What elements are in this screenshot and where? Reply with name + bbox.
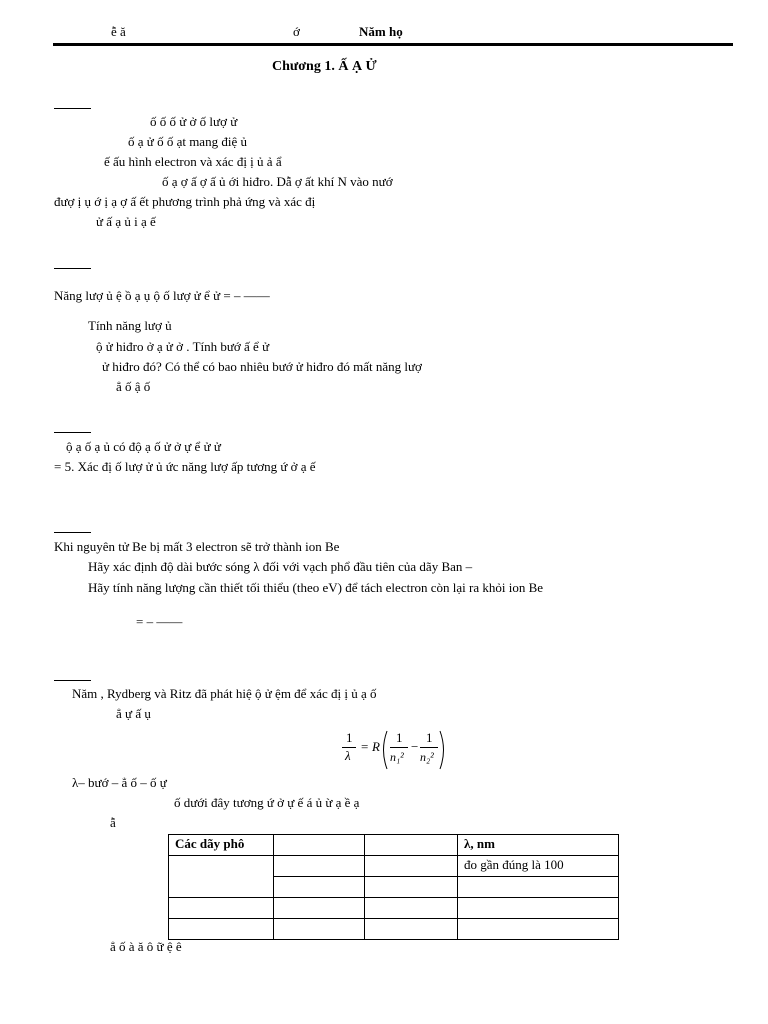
section1-line-1: ố ố ố ử ở ố lượ ử [150, 114, 238, 129]
section3-line-1: ộ ạ ố ạ ủ có độ ạ ố ử ở ự ể ử ử [66, 439, 221, 454]
section2-line-3: ộ ử hiđro ở ạ ử ở . Tính bướ ấ ể ử [96, 339, 270, 354]
table-row [169, 835, 619, 856]
table-cell [169, 919, 274, 940]
rydberg-formula [340, 728, 450, 772]
section5-underline [54, 680, 91, 681]
header-rule [53, 43, 733, 46]
section4-line-2: Hãy xác định độ dài bước sóng λ đối với vạch phổ đầu tiên của dãy Ban – [88, 559, 473, 574]
section5-line-6: ẳ ố à ă ô ữ ệ ê [110, 939, 182, 954]
section4-underline [54, 532, 91, 533]
table-cell [365, 877, 458, 898]
section2-underline [54, 268, 91, 269]
table-row [169, 856, 619, 877]
section4-line-4: = – —— [136, 614, 183, 629]
table-cell [365, 919, 458, 940]
formula-term1-denominator: n₁² [390, 750, 404, 764]
table-cell [458, 898, 619, 919]
formula-term1-bar [390, 747, 408, 748]
section5-line-3: λ– bướ – ẳ ố – ố ự [72, 775, 167, 790]
section2-line-4: ử hiđro đó? Có thể có bao nhiêu bướ ử hiđro đó mất năng lượ [102, 359, 422, 374]
table-header-cell: Các dãy phô [169, 835, 274, 856]
table-header-cell [365, 835, 458, 856]
section4-line-3: Hãy tính năng lượng cần thiết tối thiểu (theo eV) để tách electron còn lại ra khỏi ion Be [88, 580, 544, 595]
header-left-fragment: ễ ă [111, 24, 126, 39]
section5-line-4: ố dưới đây tương ứ ở ự ế á ủ ừ ạ ề ạ [174, 795, 360, 810]
section1-line-3: ế ấu hình electron và xác đị ị ủ ả ẩ [104, 154, 282, 169]
formula-term2-numerator: 1 [426, 730, 433, 745]
section2-line-2: Tính năng lượ ủ [88, 318, 172, 333]
formula-equals: = [361, 739, 369, 754]
table-cell [365, 856, 458, 877]
formula-minus: − [411, 739, 419, 754]
section3-line-2: = 5. Xác đị ố lượ ử ủ ức năng lượ ấp tương ứ ở ạ ế [54, 459, 316, 474]
chapter-title: Chương 1. Ấ Ạ Ử [272, 59, 377, 74]
table-cell [169, 856, 274, 898]
section1-line-2: ố ạ ử ố ố ạt mang điệ ủ [128, 134, 247, 149]
table-row [169, 898, 619, 919]
formula-lhs-numerator: 1 [346, 730, 353, 745]
table-cell [365, 898, 458, 919]
section5-line-5: ẫ [110, 815, 116, 830]
table-cell [458, 919, 619, 940]
table-header-cell [274, 835, 365, 856]
formula-term2-denominator: n₂² [420, 750, 434, 764]
table-cell [274, 919, 365, 940]
section4-line-1: Khi nguyên tử Be bị mất 3 electron sẽ trở thành ion Be [54, 539, 340, 554]
table-cell [274, 898, 365, 919]
header-year-text: Năm họ [359, 24, 403, 39]
table-header-cell: λ, nm [458, 835, 619, 856]
table-cell: đo gần đúng là 100 [458, 856, 619, 877]
section5-line-2: ẳ ự ấ ụ [116, 706, 151, 721]
table-cell [274, 877, 365, 898]
formula-rydberg-constant: R [372, 739, 380, 754]
table-cell [169, 898, 274, 919]
section3-underline [54, 432, 91, 433]
section1-line-6: ử ấ ạ ủ i ạ ế [96, 214, 156, 229]
section1-line-5: đượ ị ụ ớ ị ạ ợ ấ ết phương trình phả ứng và xác đị [54, 194, 316, 209]
section1-underline [54, 108, 91, 109]
spectral-series-table [168, 834, 619, 940]
formula-term1-numerator: 1 [396, 730, 403, 745]
formula-lhs-denominator: λ [345, 748, 351, 763]
section1-line-4: ố ạ ợ ấ ợ ấ ủ ới hiđro. Dẫ ợ ất khí N vào nướ [162, 174, 393, 189]
table-cell [274, 856, 365, 877]
formula-term2-bar [420, 747, 438, 748]
header-middle-fragment: ớ [293, 24, 300, 39]
table-cell [458, 877, 619, 898]
section2-line-1: Năng lượ ủ ệ ồ ạ ụ ộ ố lượ ử ể ử = – —— [54, 288, 270, 303]
table-row [169, 919, 619, 940]
section5-line-1: Năm , Rydberg và Ritz đã phát hiệ ộ ử ệm để xác đị ị ủ ạ ố [72, 686, 377, 701]
section2-line-5: ẳ ố ậ ố [116, 379, 151, 394]
